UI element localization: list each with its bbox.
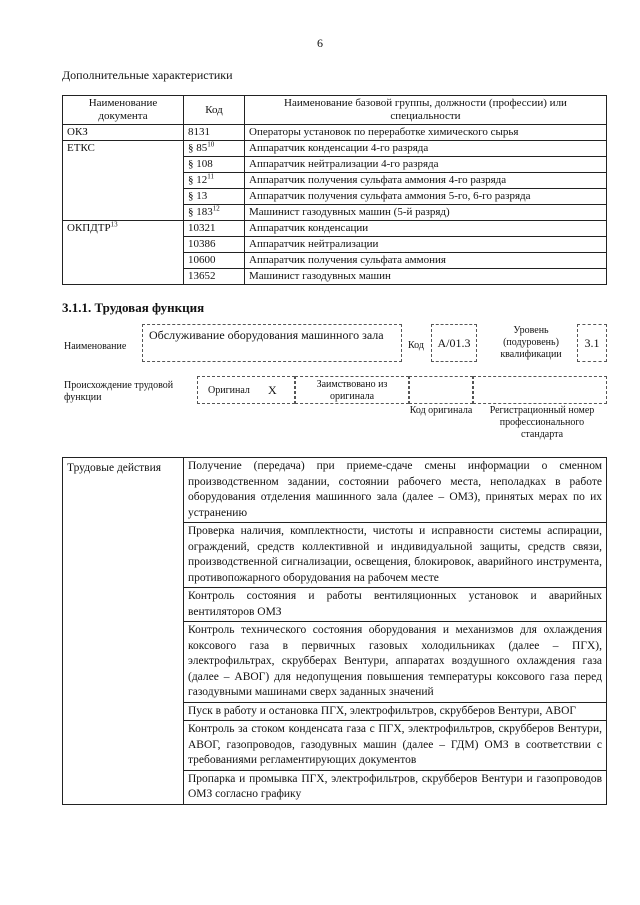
- action-item: Контроль за стоком конденсата газа с ПГХ, электрофильтров, скрубберов Вентури, АВОГ, газопроводов, газодувных машин (далее – ГДМ) ОМЗ в соответствии с требованиями регламентирующих документов: [184, 721, 607, 771]
- doc-value: ОКПДТР: [67, 222, 111, 234]
- code-cell: [184, 269, 245, 285]
- original-label: Оригинал: [208, 385, 250, 396]
- function-name-box: [142, 324, 402, 362]
- action-item: Пуск в работу и остановка ПГХ, электрофильтров, скрубберов Вентури, АВОГ: [184, 702, 607, 721]
- code-cell: [184, 221, 245, 237]
- table-header-row: [63, 96, 607, 125]
- section-title: 3.1.1. Трудовая функция: [62, 300, 205, 315]
- code-cell: [184, 173, 245, 189]
- name-cell: Аппаратчик нейтрализации: [245, 237, 607, 253]
- code-value: 10386: [188, 238, 216, 250]
- code-cell: [184, 237, 245, 253]
- function-name-value: Обслуживание оборудования машинного зала: [149, 328, 384, 342]
- code-value: § 12: [188, 174, 208, 186]
- registration-number-box: [473, 376, 607, 404]
- level-label: Уровень (подуровень) квалификации: [500, 325, 562, 360]
- code-cell: [184, 125, 245, 141]
- action-item: Контроль технического состояния оборудования и механизмов для охлаждения коксового газа в первичных газовых холодильниках (далее – ПГХ), электрофильтрах, скрубберах Вентури, аппаратах воздушного охлаждения газа (далее – АВОГ) для недопущения повышения температуры коксового газа перед газодувными машинами сверх заданных значений: [184, 622, 607, 703]
- header-code: Код: [184, 96, 245, 125]
- name-cell: Операторы установок по переработке химического сырья: [245, 125, 607, 141]
- name-cell: Аппаратчик получения сульфата аммония: [245, 253, 607, 269]
- name-cell: Аппаратчик конденсации: [245, 221, 607, 237]
- doc-cell: ОКЗ: [63, 125, 184, 141]
- code-label: Код: [408, 340, 424, 351]
- name-cell: Аппаратчик получения сульфата аммония 4-го разряда: [245, 173, 607, 189]
- borrowed-label: Заимствовано из оригинала: [316, 379, 388, 402]
- table-row: [63, 221, 607, 237]
- code-value: § 85: [188, 142, 208, 154]
- table-row: [63, 125, 607, 141]
- table-row: [63, 458, 607, 523]
- name-label: Наименование: [64, 341, 127, 352]
- code-cell: [184, 141, 245, 157]
- borrowed-box: [295, 376, 409, 404]
- doc-cell: [63, 221, 184, 285]
- code-cell: [184, 205, 245, 221]
- doc-cell: ЕТКС: [63, 141, 184, 221]
- original-box: [197, 376, 295, 404]
- code-value: 10600: [188, 254, 216, 266]
- code-value: § 108: [188, 158, 213, 170]
- code-value: 10321: [188, 222, 216, 234]
- code-value: 8131: [188, 126, 210, 138]
- function-code-box: [431, 324, 477, 362]
- function-code-value: A/01.3: [437, 336, 471, 350]
- level-value: 3.1: [584, 336, 600, 350]
- footnote-ref: 13: [110, 220, 118, 229]
- name-cell: Аппаратчик конденсации 4-го разряда: [245, 141, 607, 157]
- original-mark: X: [268, 383, 277, 397]
- footnote-ref: 11: [207, 172, 214, 181]
- header-group-name: Наименование базовой группы, должности (профессии) или специальности: [245, 96, 607, 125]
- origin-label: Происхождение трудовой функции: [64, 380, 174, 403]
- code-value: § 13: [188, 190, 208, 202]
- name-cell: Аппаратчик нейтрализации 4-го разряда: [245, 157, 607, 173]
- classification-table: [62, 95, 607, 285]
- code-value: 13652: [188, 270, 216, 282]
- action-item: Контроль состояния и работы вентиляционных установок и аварийных вентиляторов ОМЗ: [184, 588, 607, 622]
- footnote-ref: 12: [212, 204, 220, 213]
- labor-actions-heading: Трудовые действия: [63, 458, 184, 805]
- name-cell: Машинист газодувных машин (5-й разряд): [245, 205, 607, 221]
- code-cell: [184, 253, 245, 269]
- action-item: Пропарка и промывка ПГХ, электрофильтров, скрубберов Вентури и газопроводов ОМЗ согласно графику: [184, 770, 607, 804]
- footnote-ref: 10: [207, 140, 215, 149]
- name-cell: Аппаратчик получения сульфата аммония 5-го, 6-го разряда: [245, 189, 607, 205]
- extra-characteristics-title: Дополнительные характеристики: [62, 68, 233, 82]
- name-cell: Машинист газодувных машин: [245, 269, 607, 285]
- level-box: [577, 324, 607, 362]
- page-number: 6: [317, 36, 323, 50]
- original-code-box: [409, 376, 473, 404]
- labor-actions-table: [62, 457, 607, 805]
- code-cell: [184, 189, 245, 205]
- code-value: § 183: [188, 206, 213, 218]
- action-item: Получение (передача) при приеме-сдаче смены информации о сменном производственном задании, состоянии рабочего места, неполадках в работе оборудования отделения машинного зала (далее – ОМЗ), принятых мерах по их устранению: [184, 458, 607, 523]
- action-item: Проверка наличия, комплектности, чистоты и исправности системы аспирации, ограждений, средств коллективной и индивидуальной защиты, средств связи, производственной сигнализации, освещения, блокировок, аварийного инструмента, противопожарного оборудования на рабочем месте: [184, 523, 607, 588]
- header-document: Наименование документа: [63, 96, 184, 125]
- code-cell: [184, 157, 245, 173]
- registration-number-label: Регистрационный номер профессионального стандарта: [489, 405, 595, 440]
- original-code-label: Код оригинала: [409, 405, 473, 416]
- table-row: [63, 141, 607, 157]
